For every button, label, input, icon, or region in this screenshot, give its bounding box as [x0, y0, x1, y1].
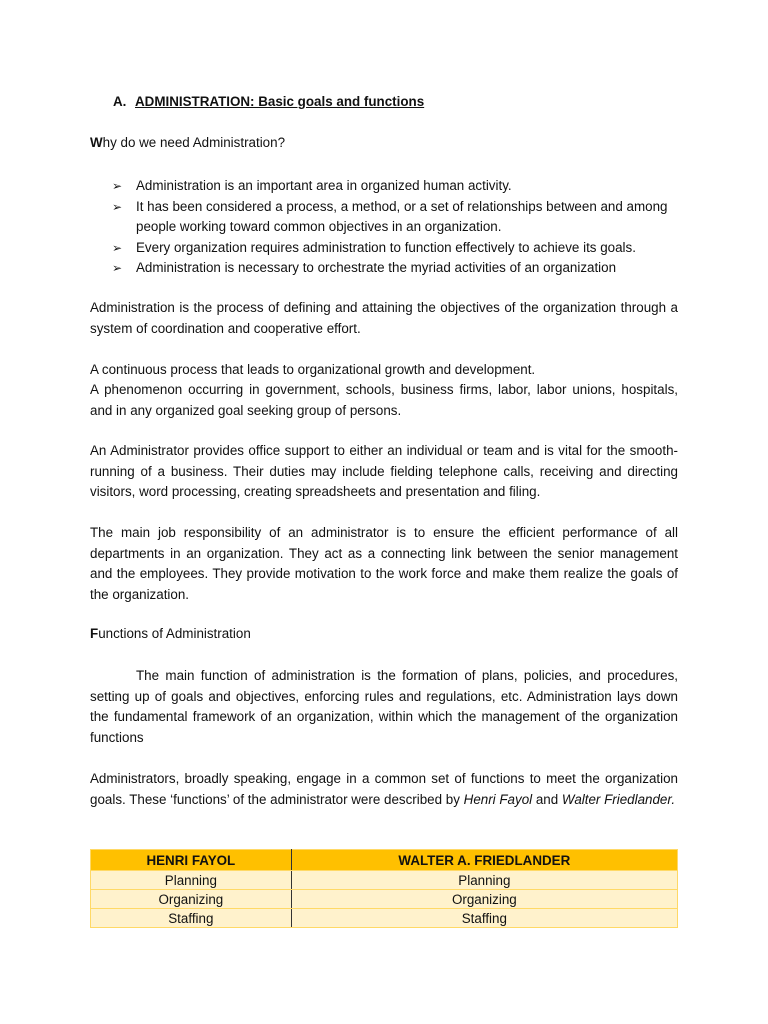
question-line — [90, 135, 285, 150]
list-item: ➢ Administration is necessary to orchestrate the myriad activities of an organization — [112, 258, 682, 279]
author-name: Walter Friedlander. — [561, 791, 676, 807]
arrow-bullet-icon: ➢ — [112, 179, 123, 193]
author-name: Henri Fayol — [463, 791, 533, 807]
table-cell: Staffing — [291, 909, 677, 928]
table-row — [91, 909, 678, 928]
section-number: A. — [113, 94, 127, 109]
question-first-letter: W — [90, 135, 103, 150]
phenomenon-paragraph: A phenomenon occurring in government, schools, business firms, labor, labor unions, hospitals, and in any organized goal seeking group of persons. — [90, 382, 678, 418]
arrow-bullet-icon: ➢ — [112, 261, 123, 275]
functions-paragraph: The main function of administration is the formation of plans, policies, and procedures, setting up of goals and objectives, enforcing rules and regulations, etc. Administration lays down the fundamental framework of an organization, within which the management of the organization functions — [90, 668, 678, 745]
administrator-paragraph: An Administrator provides office support to either an individual or team and is vital for the smooth-running of a business. Their duties may include fielding telephone calls, receiving and directing visitors, word processing, creating spreadsheets and presentation and filing. — [90, 443, 678, 499]
functions-heading-text: unctions of Administration — [98, 626, 251, 641]
table-cell: Organizing — [91, 890, 292, 909]
table-cell: Organizing — [291, 890, 677, 909]
functions-heading — [90, 626, 251, 641]
section-title: ADMINISTRATION: Basic goals and functions — [135, 94, 425, 109]
closing-paragraph: Administrators, broadly speaking, engage in a common set of functions to meet the organization goals. These ‘functions’ of the administrator were described by Henri Fayol and Walter Friedlander. — [90, 771, 678, 807]
continuous-process-line: A continuous process that leads to organizational growth and development. — [90, 362, 536, 377]
table-cell: Planning — [91, 871, 292, 890]
table-header-row — [91, 850, 678, 871]
table-row — [91, 890, 678, 909]
column-header: WALTER A. FRIEDLANDER — [291, 850, 677, 871]
functions-comparison-table — [90, 849, 678, 928]
responsibility-paragraph: The main job responsibility of an administrator is to ensure the efficient performance of all departments in an organization. They act as a connecting link between the senior management and the employees. They provide motivation to the work force and make them realize the goals of the organization. — [90, 525, 678, 602]
list-item: ➢ It has been considered a process, a method, or a set of relationships between and among people working toward common objectives in an organization. — [112, 198, 668, 234]
list-item: ➢ Administration is an important area in organized human activity. — [112, 176, 682, 197]
definition-paragraph: Administration is the process of defining and attaining the objectives of the organization through a system of coordination and cooperative effort. — [90, 300, 678, 336]
reasons-list — [112, 176, 682, 279]
question-text: hy do we need Administration? — [102, 135, 286, 150]
functions-first-letter: F — [90, 626, 99, 641]
table-cell: Planning — [291, 871, 677, 890]
table-row — [91, 871, 678, 890]
arrow-bullet-icon: ➢ — [112, 199, 123, 214]
list-item: ➢ Every organization requires administration to function effectively to achieve its goals. — [112, 238, 682, 259]
arrow-bullet-icon: ➢ — [112, 240, 123, 255]
column-header: HENRI FAYOL — [91, 850, 292, 871]
section-heading — [113, 94, 424, 109]
table-cell: Staffing — [91, 909, 292, 928]
